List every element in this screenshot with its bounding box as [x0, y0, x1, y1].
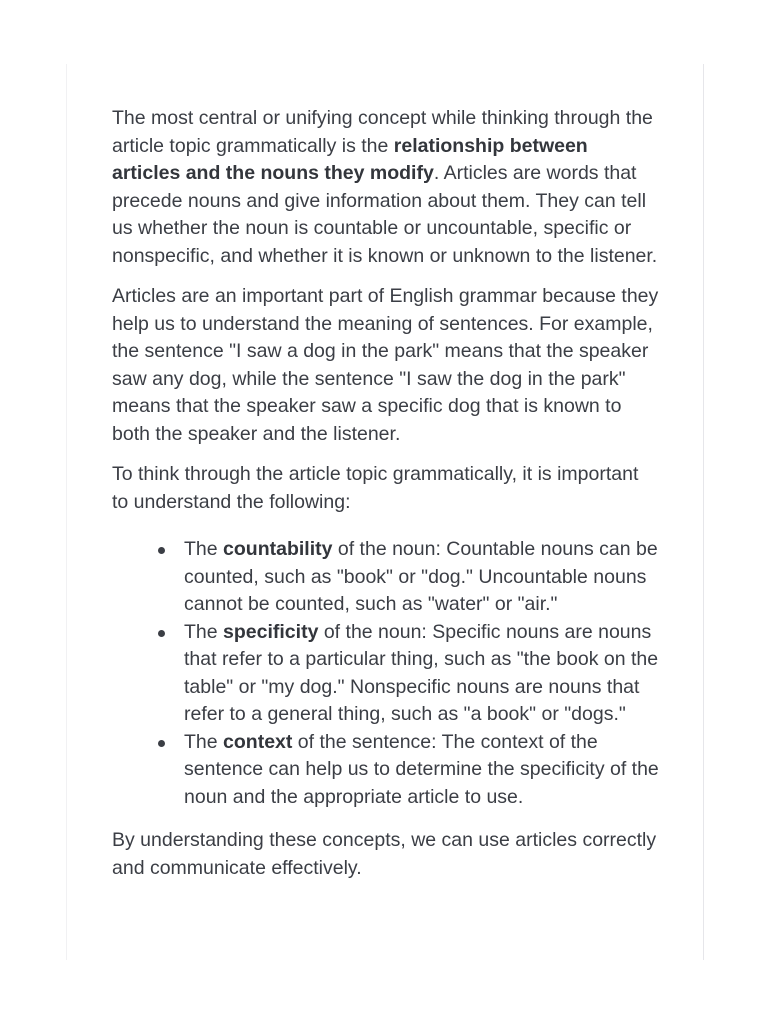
list-item-lead: The — [184, 730, 224, 753]
article-body — [112, 105, 660, 895]
list-item-specificity — [158, 619, 660, 729]
key-concept-bold: relationship between articles and the nouns they modify — [112, 134, 588, 184]
paragraph-example: Articles are an important part of English grammar because they help us to understand the meaning of sentences. For example, the sentence "I saw a dog in the park" means that the speaker saw any dog, while the sentence "I saw the dog in the park" means that the speaker saw a specific dog that is known to both the speaker and the listener. — [112, 285, 659, 445]
paragraph-intro-start: The most central or unifying concept while thinking through the article topic grammatically is the — [112, 107, 653, 157]
article-card — [66, 64, 704, 960]
list-item-text: of the sentence: The context of the sentence can help us to determine the specificity of the noun and the appropriate article to use. — [184, 730, 659, 808]
list-item-text: of the noun: Countable nouns can be counted, such as "book" or "dog." Uncountable nouns cannot be counted, such as "water" or "air." — [184, 538, 658, 615]
list-item-text: of the noun: Specific nouns are nouns that refer to a particular thing, such as "the book on the table" or "my dog." Nonspecific nouns are nouns that refer to a general thing, such as "a book" or "dogs." — [184, 620, 659, 725]
paragraph-conclusion: By understanding these concepts, we can use articles correctly and communicate effectively. — [112, 829, 657, 879]
concept-list — [112, 536, 660, 811]
list-item-term: context — [223, 730, 293, 753]
list-item-lead: The — [184, 538, 224, 560]
list-item-lead: The — [184, 620, 224, 643]
list-item-countability — [158, 536, 660, 619]
list-item-context — [158, 729, 660, 812]
paragraph-intro — [112, 105, 660, 270]
bullet-dot-icon — [158, 740, 165, 747]
list-item-term: specificity — [223, 620, 319, 643]
bullet-dot-icon — [158, 547, 165, 554]
paragraph-intro-end: . Articles are words that precede nouns and give information about them. They can tell us whether the noun is countable or uncountable, specific or nonspecific, and whether it is known or unknown to the listener. — [112, 162, 658, 267]
bullet-dot-icon — [158, 630, 165, 637]
list-item-term: countability — [223, 538, 333, 560]
paragraph-lead-in: To think through the article topic grammatically, it is important to understand the following: — [112, 463, 639, 513]
